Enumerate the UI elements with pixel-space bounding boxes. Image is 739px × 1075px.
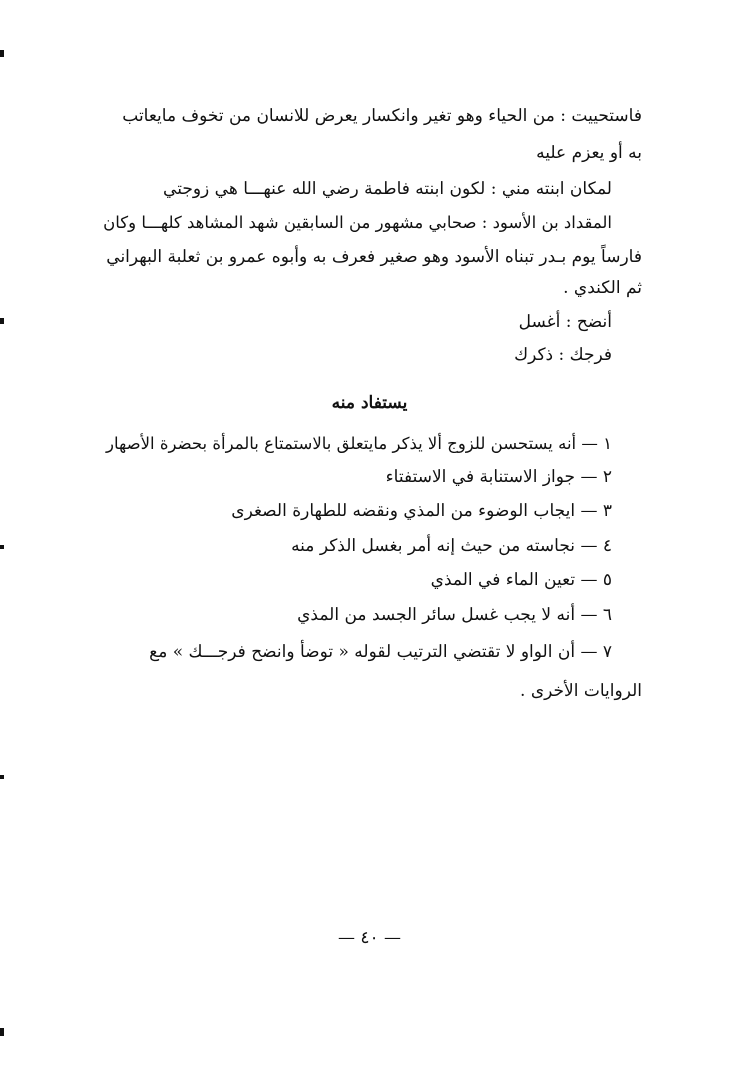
scan-edge-mark [0, 318, 4, 324]
glossary-line: لمكان ابنته مني : لكون ابنته فاطمة رضي الله عنهـــا هي زوجتي [163, 179, 612, 199]
glossary-line: به أو يعزم عليه [536, 143, 642, 163]
list-item-continuation: الروايات الأخرى . [520, 681, 642, 701]
glossary-line: فاستحييت : من الحياء وهو تغير وانكسار يعرض للانسان من تخوف مايعاتب [122, 106, 642, 126]
list-item: ١ — أنه يستحسن للزوج ألا يذكر مايتعلق بالاستمتاع بالمرأة بحضرة الأصهار [105, 434, 612, 453]
list-item: ٤ — نجاسته من حيث إنه أمر بغسل الذكر منه [291, 536, 612, 556]
list-item: ٦ — أنه لا يجب غسل سائر الجسد من المذي [297, 605, 612, 625]
glossary-line: المقداد بن الأسود : صحابي مشهور من السابقين شهد المشاهد كلهـــا وكان [103, 213, 612, 232]
glossary-line: فرجك : ذكرك [514, 345, 612, 365]
glossary-line: أنضح : أغسل [518, 312, 612, 332]
scan-edge-mark [0, 545, 4, 549]
scan-edge-mark [0, 775, 4, 779]
scan-edge-mark [0, 50, 4, 57]
list-item: ٧ — أن الواو لا تقتضي الترتيب لقوله « توضأ وانضح فرجـــك » مع [149, 642, 612, 662]
section-heading: يستفاد منه [331, 393, 408, 413]
glossary-line: فارساً يوم بـدر تبناه الأسود وهو صغير فعرف به وأبوه عمرو بن ثعلبة البهراني [106, 247, 642, 267]
glossary-line: ثم الكندي . [563, 278, 642, 298]
list-item: ٣ — ايجاب الوضوء من المذي ونقضه للطهارة الصغرى [231, 501, 612, 521]
list-item: ٢ — جواز الاستنابة في الاستفتاء [385, 467, 612, 487]
page-number: — ٤٠ — [337, 928, 402, 948]
list-item: ٥ — تعين الماء في المذي [430, 570, 612, 590]
scan-edge-mark [0, 1028, 4, 1036]
